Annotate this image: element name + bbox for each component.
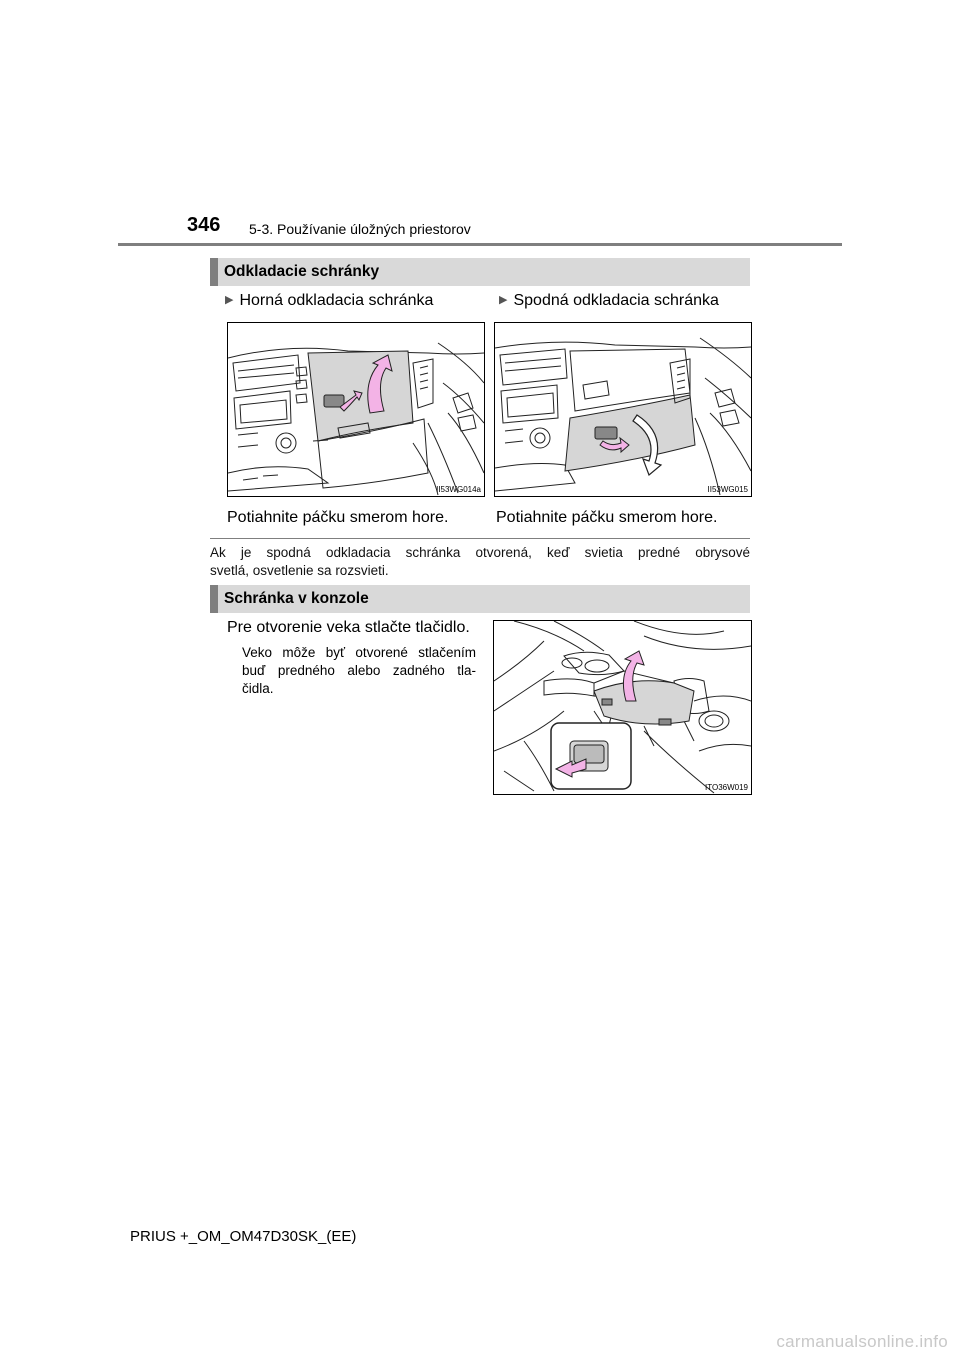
console-detail-line-1: Veko môže byť otvorené stlačením — [242, 645, 476, 660]
figure-lower-glovebox — [494, 322, 752, 497]
triangle-right-icon: ▶ — [499, 294, 508, 306]
footer-doc-id: PRIUS +_OM_OM47D30SK_(EE) — [130, 1228, 357, 1245]
subtitle-text: Spodná odkladacia schránka — [513, 292, 719, 309]
figure-code: ITO36W019 — [705, 783, 748, 792]
console-illustration — [494, 621, 751, 794]
band-marker — [210, 585, 218, 613]
note-line-1: Ak je spodná odkladacia schránka otvorená, keď svietia predné obrysové — [210, 545, 750, 560]
watermark: carmanualsonline.info — [776, 1332, 948, 1351]
band-marker — [210, 258, 218, 286]
section-title: 5-3. Používanie úložných priestorov — [249, 221, 471, 237]
section-band-storage — [210, 258, 750, 286]
subtitle-upper-glovebox — [225, 292, 433, 310]
figure-code: II53WG014a — [436, 485, 481, 494]
console-instruction: Pre otvorenie veka stlačte tlačidlo. — [227, 619, 470, 636]
section-heading: Schránka v konzole — [224, 590, 369, 607]
console-detail-line-2: buď predného alebo zadného tla- — [242, 663, 476, 678]
header-rule — [118, 243, 842, 246]
note-rule — [210, 538, 750, 539]
page-number: 346 — [187, 214, 221, 236]
figure-code: II53WG015 — [707, 485, 748, 494]
console-detail-line-3: čidla. — [242, 681, 274, 696]
figure-upper-glovebox — [227, 322, 485, 497]
subtitle-text: Horná odkladacia schránka — [239, 292, 434, 309]
subtitle-lower-glovebox — [499, 292, 719, 310]
figure-console-box — [493, 620, 752, 795]
triangle-right-icon: ▶ — [225, 294, 234, 306]
caption-upper-glovebox: Potiahnite páčku smerom hore. — [227, 509, 449, 526]
section-heading: Odkladacie schránky — [224, 263, 380, 280]
note-line-2: svetlá, osvetlenie sa rozsvieti. — [210, 563, 389, 578]
caption-lower-glovebox: Potiahnite páčku smerom hore. — [496, 509, 718, 526]
dashboard-illustration — [228, 323, 484, 496]
section-band-console — [210, 585, 750, 613]
dashboard-illustration — [495, 323, 751, 496]
